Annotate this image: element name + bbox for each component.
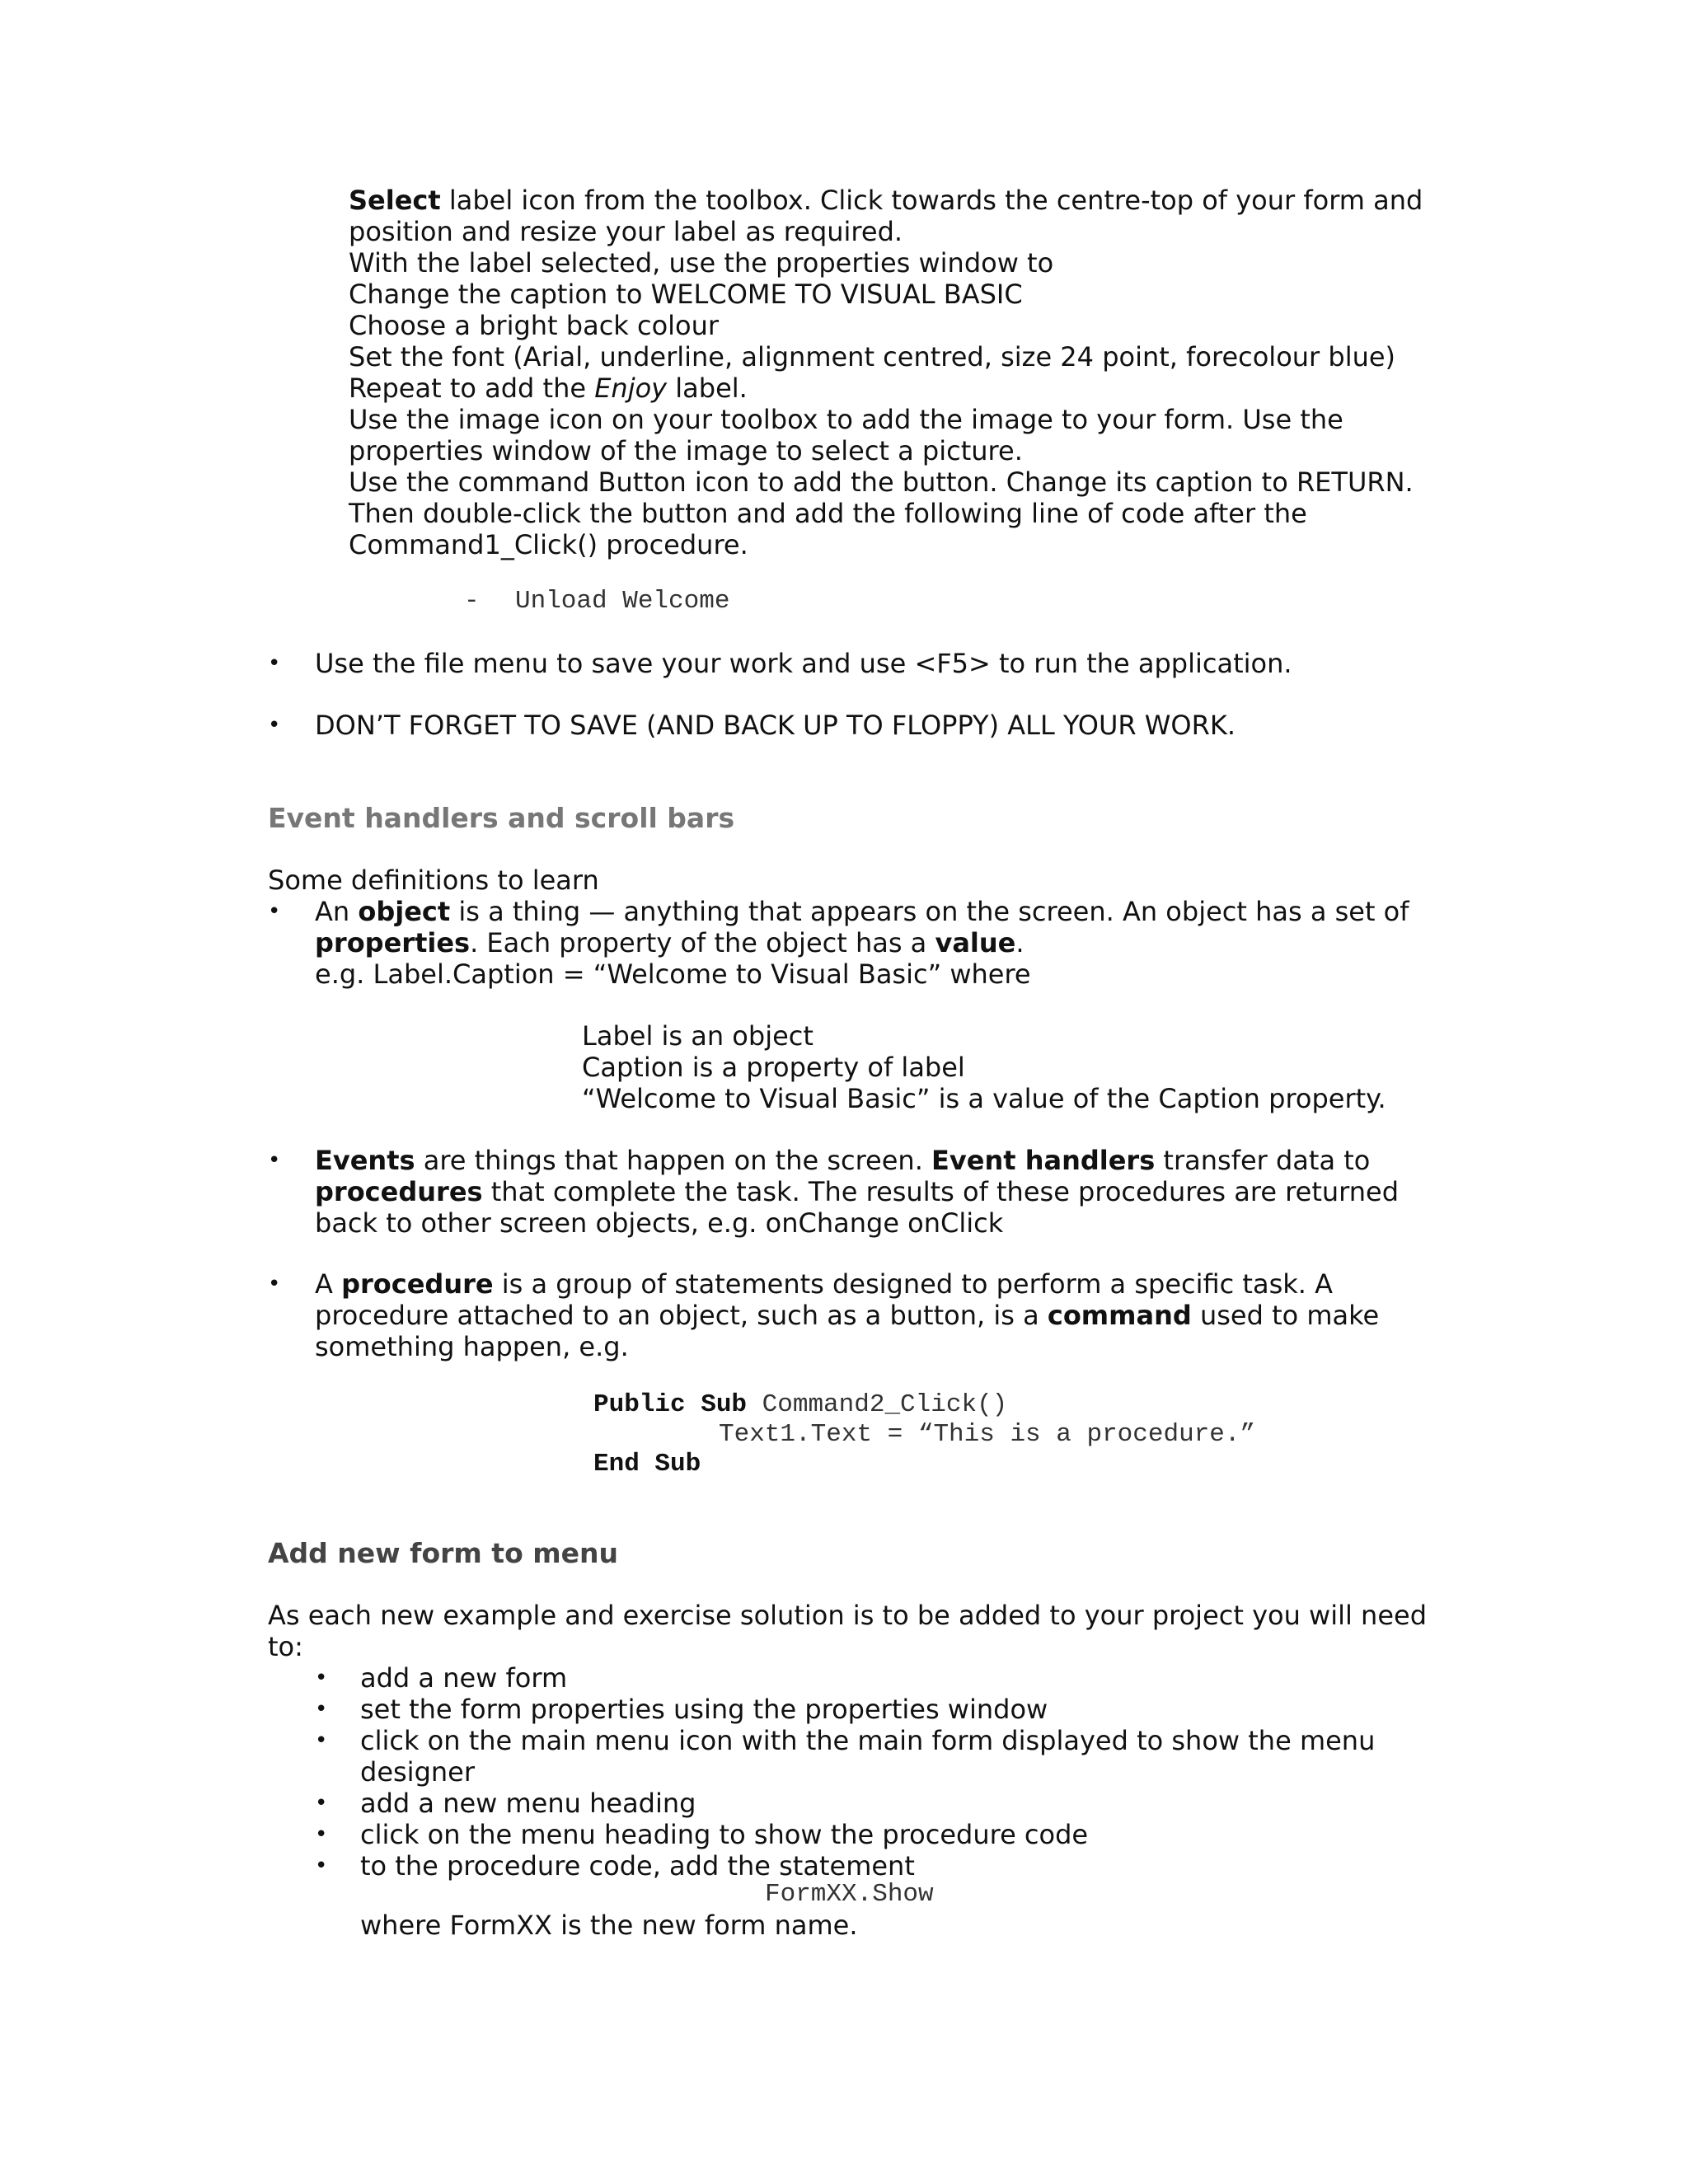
enjoy-word: Enjoy xyxy=(594,373,668,404)
code-line-assignment: Text1.Text = “This is a procedure.” xyxy=(719,1420,1256,1449)
code-line-end-sub: End Sub xyxy=(593,1450,701,1479)
def-text: that complete the task. The results of these procedures are returned xyxy=(482,1176,1400,1207)
term-event-handlers: Event handlers xyxy=(931,1145,1156,1176)
list-item: set the form properties using the properties window xyxy=(360,1694,1048,1725)
def-text: are things that happen on the screen. xyxy=(415,1145,932,1176)
bullet-icon: • xyxy=(315,1791,328,1816)
bullet-icon: • xyxy=(315,1822,328,1847)
code-line-public-sub xyxy=(593,1390,1007,1420)
term-object: object xyxy=(358,896,451,927)
bullet-icon: • xyxy=(268,899,281,924)
example-detail: Caption is a property of label xyxy=(582,1052,965,1083)
list-item: add a new menu heading xyxy=(360,1788,696,1819)
term-events: Events xyxy=(315,1145,415,1176)
intro-line: As each new example and exercise solution is to be added to your project you will need xyxy=(268,1600,1428,1631)
intro-line: Use the image icon on your toolbox to add the image to your form. Use the xyxy=(349,404,1343,435)
term-command: command xyxy=(1047,1300,1192,1331)
definition-line: something happen, e.g. xyxy=(315,1331,629,1362)
bullet-icon: • xyxy=(268,1148,281,1173)
list-item: add a new form xyxy=(360,1662,568,1694)
intro-text: Repeat to add the xyxy=(349,373,595,404)
bullet-text: Use the file menu to save your work and use <F5> to run the application. xyxy=(315,648,1292,679)
example-line: e.g. Label.Caption = “Welcome to Visual Basic” where xyxy=(315,958,1031,990)
bullet-text: DON’T FORGET TO SAVE (AND BACK UP TO FLOPPY) ALL YOUR WORK. xyxy=(315,710,1236,741)
term-procedure: procedure xyxy=(341,1268,494,1300)
def-text: An xyxy=(315,896,359,927)
bullet-icon: • xyxy=(268,713,281,738)
def-text: transfer data to xyxy=(1155,1145,1371,1176)
def-text: procedure attached to an object, such as a button, is a xyxy=(315,1300,1048,1331)
code-unload: Unload Welcome xyxy=(515,587,730,616)
example-detail: Label is an object xyxy=(582,1020,814,1052)
intro-text: label icon from the toolbox. Click towards the centre-top of your form and xyxy=(440,185,1423,216)
list-item: click on the menu heading to show the procedure code xyxy=(360,1819,1089,1850)
definitions-intro: Some definitions to learn xyxy=(268,865,599,896)
definition-line xyxy=(315,1268,1333,1300)
def-text: used to make xyxy=(1191,1300,1380,1331)
intro-line: properties window of the image to select a picture. xyxy=(349,435,1023,466)
definition-line xyxy=(315,1300,1379,1331)
def-text: A xyxy=(315,1268,342,1300)
code-text: Command2_Click() xyxy=(747,1390,1008,1419)
intro-line xyxy=(349,185,1423,216)
intro-line: Set the font (Arial, underline, alignment centred, size 24 point, forecolour blue) xyxy=(349,341,1396,373)
intro-line: Then double-click the button and add the following line of code after the xyxy=(349,498,1307,529)
term-procedures: procedures xyxy=(315,1176,483,1207)
list-item: to the procedure code, add the statement xyxy=(360,1850,915,1882)
term-properties: properties xyxy=(315,927,471,958)
list-item: click on the main menu icon with the main form displayed to show the menu xyxy=(360,1725,1376,1756)
bullet-icon: • xyxy=(315,1728,328,1753)
example-detail: “Welcome to Visual Basic” is a value of the Caption property. xyxy=(582,1083,1386,1114)
definition-line: back to other screen objects, e.g. onChange onClick xyxy=(315,1207,1004,1239)
bullet-icon: • xyxy=(268,1272,281,1296)
intro-line: position and resize your label as required. xyxy=(349,216,903,247)
bullet-icon: • xyxy=(268,651,281,676)
select-word: Select xyxy=(349,185,441,216)
def-text: . Each property of the object has a xyxy=(470,927,935,958)
bullet-icon: • xyxy=(315,1666,328,1690)
def-text: is a group of statements designed to perform a specific task. A xyxy=(493,1268,1333,1300)
term-value: value xyxy=(935,927,1016,958)
bullet-icon: • xyxy=(315,1854,328,1878)
def-text: is a thing — anything that appears on the screen. An object has a set of xyxy=(450,896,1409,927)
bullet-icon: • xyxy=(315,1697,328,1722)
definition-line xyxy=(315,896,1409,927)
code-keyword: Public Sub xyxy=(593,1390,748,1419)
intro-line xyxy=(349,373,748,404)
intro-text: label. xyxy=(667,373,748,404)
section-heading-add-form: Add new form to menu xyxy=(268,1537,618,1569)
code-dash: - xyxy=(464,587,480,616)
def-text: . xyxy=(1015,927,1025,958)
intro-line: to: xyxy=(268,1631,303,1662)
intro-line: Use the command Button icon to add the button. Change its caption to RETURN. xyxy=(349,466,1414,498)
intro-line: Choose a bright back colour xyxy=(349,310,720,341)
definition-line xyxy=(315,1176,1399,1207)
code-formxx-show: FormXX.Show xyxy=(765,1880,934,1909)
list-item-continuation: designer xyxy=(360,1756,475,1788)
intro-line: Command1_Click() procedure. xyxy=(349,529,748,560)
definition-line xyxy=(315,1145,1370,1176)
definition-line xyxy=(315,927,1025,958)
where-note: where FormXX is the new form name. xyxy=(360,1910,858,1941)
intro-line: With the label selected, use the properties window to xyxy=(349,247,1054,279)
section-heading-event-handlers: Event handlers and scroll bars xyxy=(268,802,735,834)
intro-line: Change the caption to WELCOME TO VISUAL BASIC xyxy=(349,279,1023,310)
